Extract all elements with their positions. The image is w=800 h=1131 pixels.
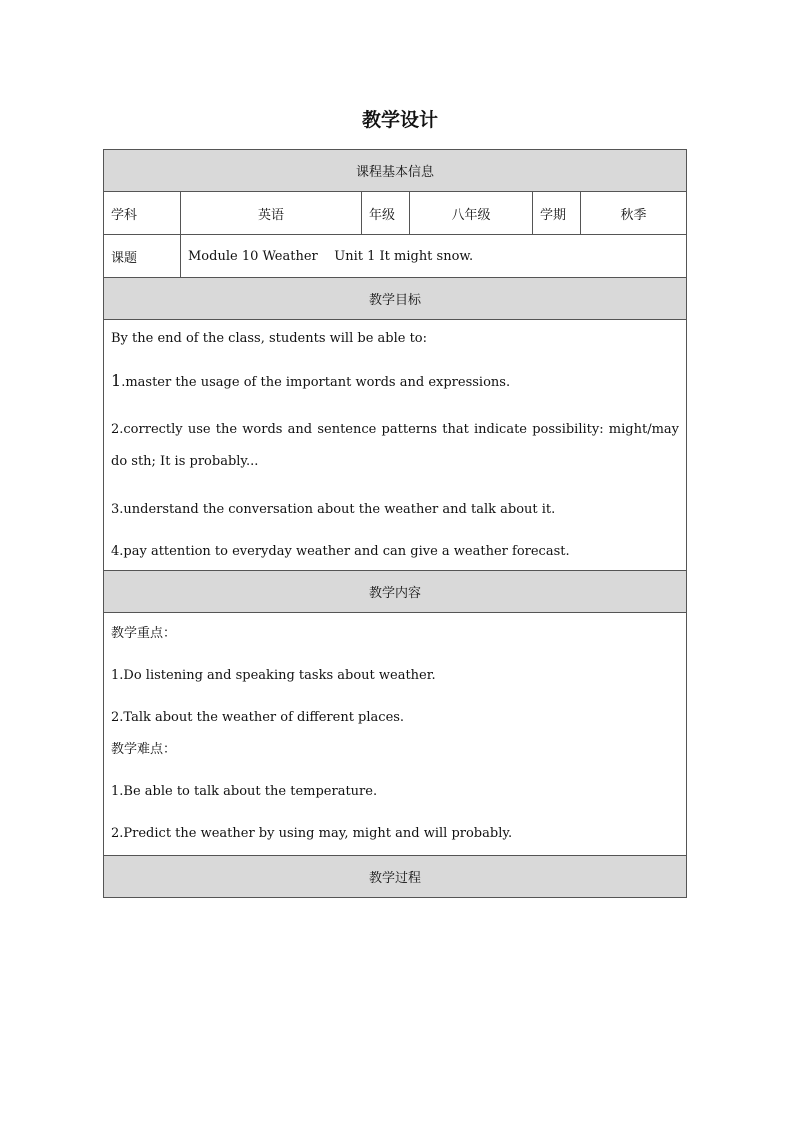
topic-row [104,235,687,278]
lesson-plan-table [103,149,687,898]
difficult-points-label: 教学难点： [111,742,177,757]
term-label: 学期 [533,192,581,235]
section-header-row [104,278,687,320]
section-header-row [104,856,687,898]
section-basic-info: 课程基本信息 [104,150,687,192]
difficult-point-1: 1.Be able to talk about the temperature. [111,784,378,799]
topic-value: Module 10 Weather Unit 1 It might snow. [181,235,687,278]
section-objectives: 教学目标 [104,278,687,320]
key-points-label: 教学重点： [111,626,177,641]
key-point-1: 1.Do listening and speaking tasks about weather. [111,668,436,683]
objective-item-3: 3.understand the conversation about the weather and talk about it. [111,502,556,517]
objective-item-4: 4.pay attention to everyday weather and can give a weather forecast. [111,544,570,559]
key-point-2: 2.Talk about the weather of different places. [111,710,405,725]
objectives-row [104,320,687,571]
info-row [104,192,687,235]
objective-item-2: 2.correctly use the words and sentence patterns that indicate possibility: might/may do sth; It is probably... [111,422,680,469]
content-row [104,613,687,856]
subject-label: 学科 [104,192,181,235]
term-value: 秋季 [581,192,687,235]
content-cell [104,613,687,856]
topic-label: 课题 [104,235,181,278]
objective-item-1: 1.master the usage of the important words and expressions. [111,371,511,390]
document-title: 教学设计 [361,109,438,131]
grade-value: 八年级 [410,192,533,235]
subject-value: 英语 [181,192,362,235]
difficult-point-2: 2.Predict the weather by using may, might and will probably. [111,826,513,841]
section-header-row [104,150,687,192]
objectives-intro: By the end of the class, students will be able to: [111,331,428,346]
section-content: 教学内容 [104,571,687,613]
grade-label: 年级 [362,192,410,235]
objectives-cell [104,320,687,571]
section-process: 教学过程 [104,856,687,898]
section-header-row [104,571,687,613]
